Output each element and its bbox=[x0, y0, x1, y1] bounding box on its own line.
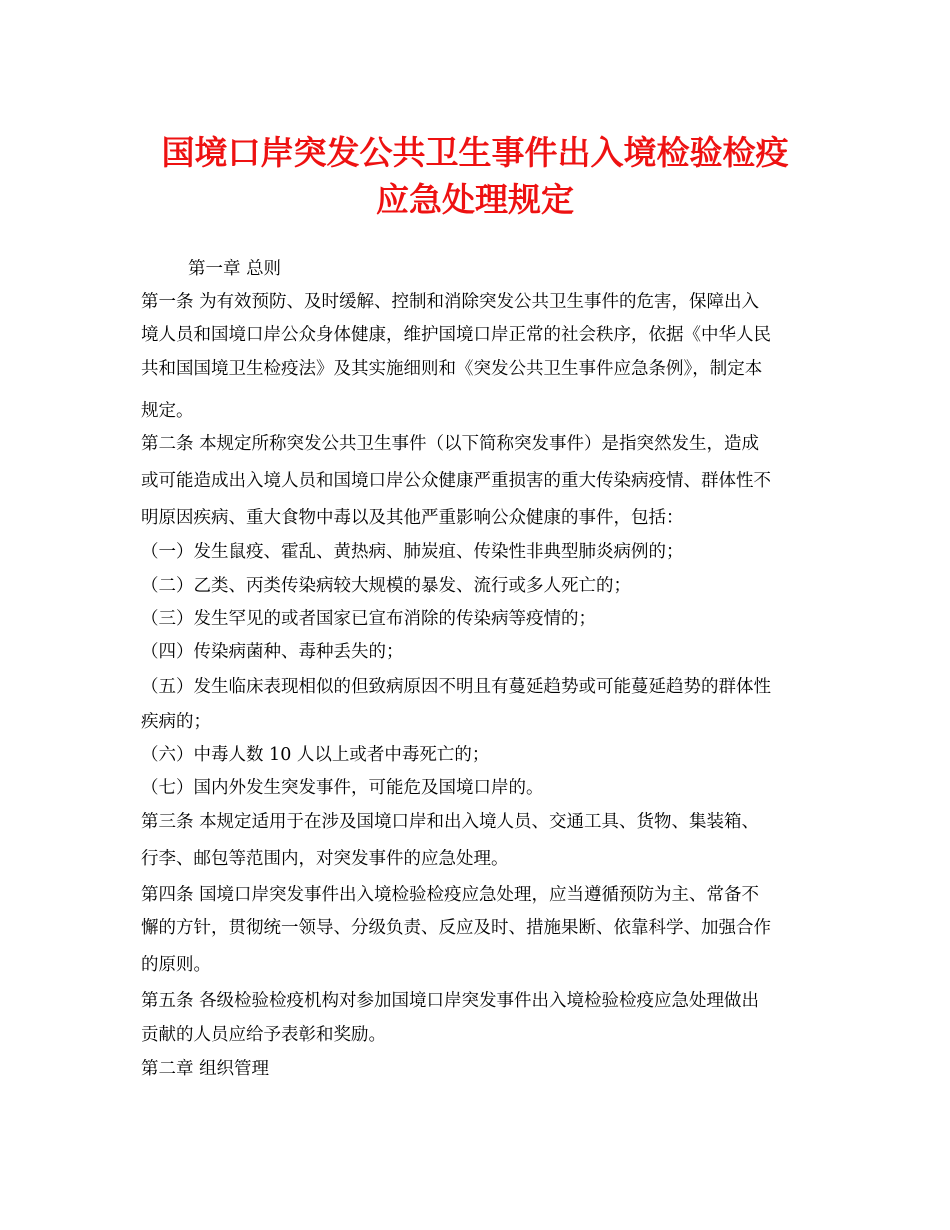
article-2-line-3: 明原因疾病、重大食物中毒以及其他严重影响公众健康的事件，包括： bbox=[141, 508, 684, 528]
article-3-line-2: 行李、邮包等范围内，对突发事件的应急处理。 bbox=[141, 849, 509, 869]
article-1-line-2: 境人员和国境口岸公众身体健康，维护国境口岸正常的社会秩序，依据《中华人民 bbox=[141, 325, 771, 345]
article-1-line-1: 第一条 为有效预防、及时缓解、控制和消除突发公共卫生事件的危害，保障出入 bbox=[141, 292, 760, 312]
article-1-line-4: 规定。 bbox=[141, 401, 194, 421]
article-2-item-7: （七）国内外发生突发事件，可能危及国境口岸的。 bbox=[141, 778, 544, 798]
article-2-item-6: （六）中毒人数 10 人以上或者中毒死亡的； bbox=[141, 745, 490, 765]
article-1-line-3: 共和国国境卫生检疫法》及其实施细则和《突发公共卫生事件应急条例》，制定本 bbox=[141, 359, 763, 379]
article-5-line-2: 贡献的人员应给予表彰和奖励。 bbox=[141, 1025, 386, 1045]
article-4-line-3: 的原则。 bbox=[141, 955, 211, 975]
article-2-line-2: 或可能造成出入境人员和国境口岸公众健康严重损害的重大传染病疫情、群体性不 bbox=[141, 471, 771, 491]
article-2-item-5-line-1: （五）发生临床表现相似的但致病原因不明且有蔓延趋势或可能蔓延趋势的群体性 bbox=[141, 677, 771, 697]
article-2-item-5-line-2: 疾病的； bbox=[141, 712, 211, 732]
article-4-line-1: 第四条 国境口岸突发事件出入境检验检疫应急处理，应当遵循预防为主、常备不 bbox=[141, 885, 760, 905]
document-title-line-2: 应急处理规定 bbox=[376, 180, 574, 219]
article-2-item-3: （三）发生罕见的或者国家已宣布消除的传染病等疫情的； bbox=[141, 609, 596, 629]
article-2-item-2: （二）乙类、丙类传染病较大规模的暴发、流行或多人死亡的； bbox=[141, 576, 631, 596]
article-2-line-1: 第二条 本规定所称突发公共卫生事件（以下简称突发事件）是指突然发生，造成 bbox=[141, 434, 760, 454]
chapter-2-heading: 第二章 组织管理 bbox=[141, 1059, 270, 1079]
article-3-line-1: 第三条 本规定适用于在涉及国境口岸和出入境人员、交通工具、货物、集装箱、 bbox=[141, 812, 760, 832]
article-2-item-1: （一）发生鼠疫、霍乱、黄热病、肺炭疽、传染性非典型肺炎病例的； bbox=[141, 542, 684, 562]
article-4-line-2: 懈的方针，贯彻统一领导、分级负责、反应及时、措施果断、依靠科学、加强合作 bbox=[141, 918, 771, 938]
article-2-item-4: （四）传染病菌种、毒种丢失的； bbox=[141, 642, 404, 662]
document-title-line-1: 国境口岸突发公共卫生事件出入境检验检疫 bbox=[161, 133, 789, 172]
article-5-line-1: 第五条 各级检验检疫机构对参加国境口岸突发事件出入境检验检疫应急处理做出 bbox=[141, 991, 760, 1011]
chapter-1-heading: 第一章 总则 bbox=[188, 259, 282, 279]
